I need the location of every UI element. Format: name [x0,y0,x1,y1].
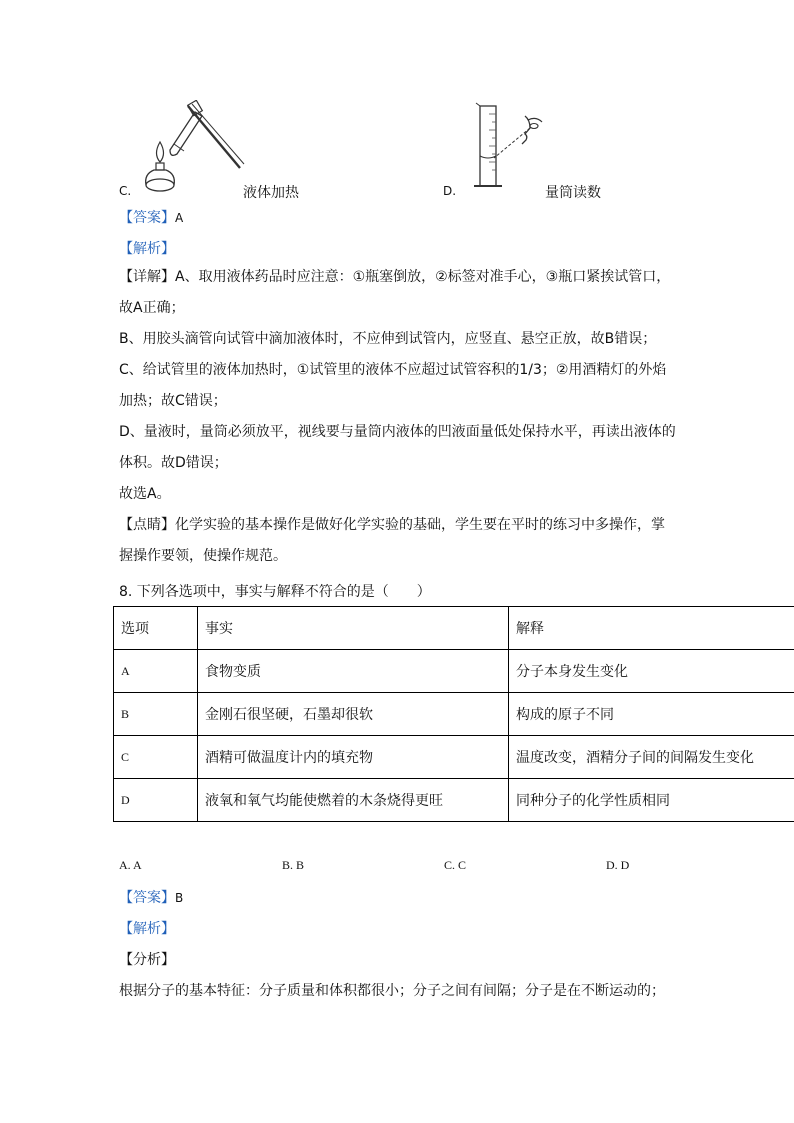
detail-line: 故选A。 [119,486,171,502]
q7-detail [119,262,719,572]
q7-analysis-tag: 【解析】 [119,241,175,257]
option-cell: D [114,779,198,822]
table-row [114,779,794,822]
detail-text: A、取用液体药品时应注意：①瓶塞倒放，②标签对准手心，③瓶口紧挨试管口， [175,269,671,285]
q7-answer [119,207,183,227]
detail-line: C、给试管里的液体加热时，①试管里的液体不应超过试管容积的1/3；②用酒精灯的外焰 [119,362,667,378]
option-c-label: C. [119,184,132,198]
detail-line: 故A正确； [119,300,185,316]
cylinder-reading-figure [470,100,560,195]
comment-tag: 【点睛】 [119,517,175,533]
fact-cell: 酒精可做温度计内的填充物 [198,736,509,779]
comment-text: 化学实验的基本操作是做好化学实验的基础，学生要在平时的练习中多操作，掌 [175,517,665,533]
explanation-cell: 温度改变，酒精分子间的间隔发生变化 [509,736,794,779]
fact-cell: 金刚石很坚硬，石墨却很软 [198,693,509,736]
option-c-caption: 液体加热 [243,185,299,201]
choice-a: A. A [119,858,142,872]
choice-b: B. B [282,858,305,872]
header-cell: 解释 [509,607,794,650]
table-header-row [114,607,794,650]
header-cell: 事实 [198,607,509,650]
option-d-label: D. [443,184,457,198]
q8-fenxi-tag: 【分析】 [119,952,175,968]
comment-line [119,510,719,541]
q8-answer [119,887,183,907]
answer-value: A [175,211,184,225]
explanation-cell: 同种分子的化学性质相同 [509,779,794,822]
header-cell: 选项 [114,607,198,650]
choice-d: D. D [606,858,630,872]
detail-line [119,262,719,293]
answer-tag: 【答案】 [119,890,175,906]
q8-fenxi-text: 根据分子的基本特征：分子质量和体积都很小；分子之间有间隔；分子是在不断运动的； [119,983,665,999]
explanation-cell: 构成的原子不同 [509,693,794,736]
choice-c: C. C [444,858,467,872]
explanation-cell: 分子本身发生变化 [509,650,794,693]
q8-stem: 8. 下列各选项中，事实与解释不符合的是（ ） [119,584,431,600]
table-row [114,736,794,779]
fact-cell: 液氧和氧气均能使燃着的木条烧得更旺 [198,779,509,822]
answer-tag: 【答案】 [119,210,175,226]
table-row [114,650,794,693]
option-cell: C [114,736,198,779]
option-d-caption: 量筒读数 [545,185,601,201]
detail-tag: 【详解】 [119,269,175,285]
comment-line: 握操作要领，使操作规范。 [119,548,287,564]
detail-line: 加热；故C错误； [119,393,227,409]
option-cell: B [114,693,198,736]
option-cell: A [114,650,198,693]
answer-value: B [175,891,184,905]
table-row [114,693,794,736]
fact-cell: 食物变质 [198,650,509,693]
q8-analysis-tag: 【解析】 [119,921,175,937]
detail-line: 体积。故D错误； [119,455,228,471]
detail-line: B、用胶头滴管向试管中滴加液体时，不应伸到试管内，应竖直、悬空正放，故B错误； [119,331,657,347]
liquid-heating-figure [140,100,250,195]
detail-line: D、量液时，量筒必须放平，视线要与量筒内液体的凹液面量低处保持水平，再读出液体的 [119,424,676,440]
facts-table [113,606,794,822]
